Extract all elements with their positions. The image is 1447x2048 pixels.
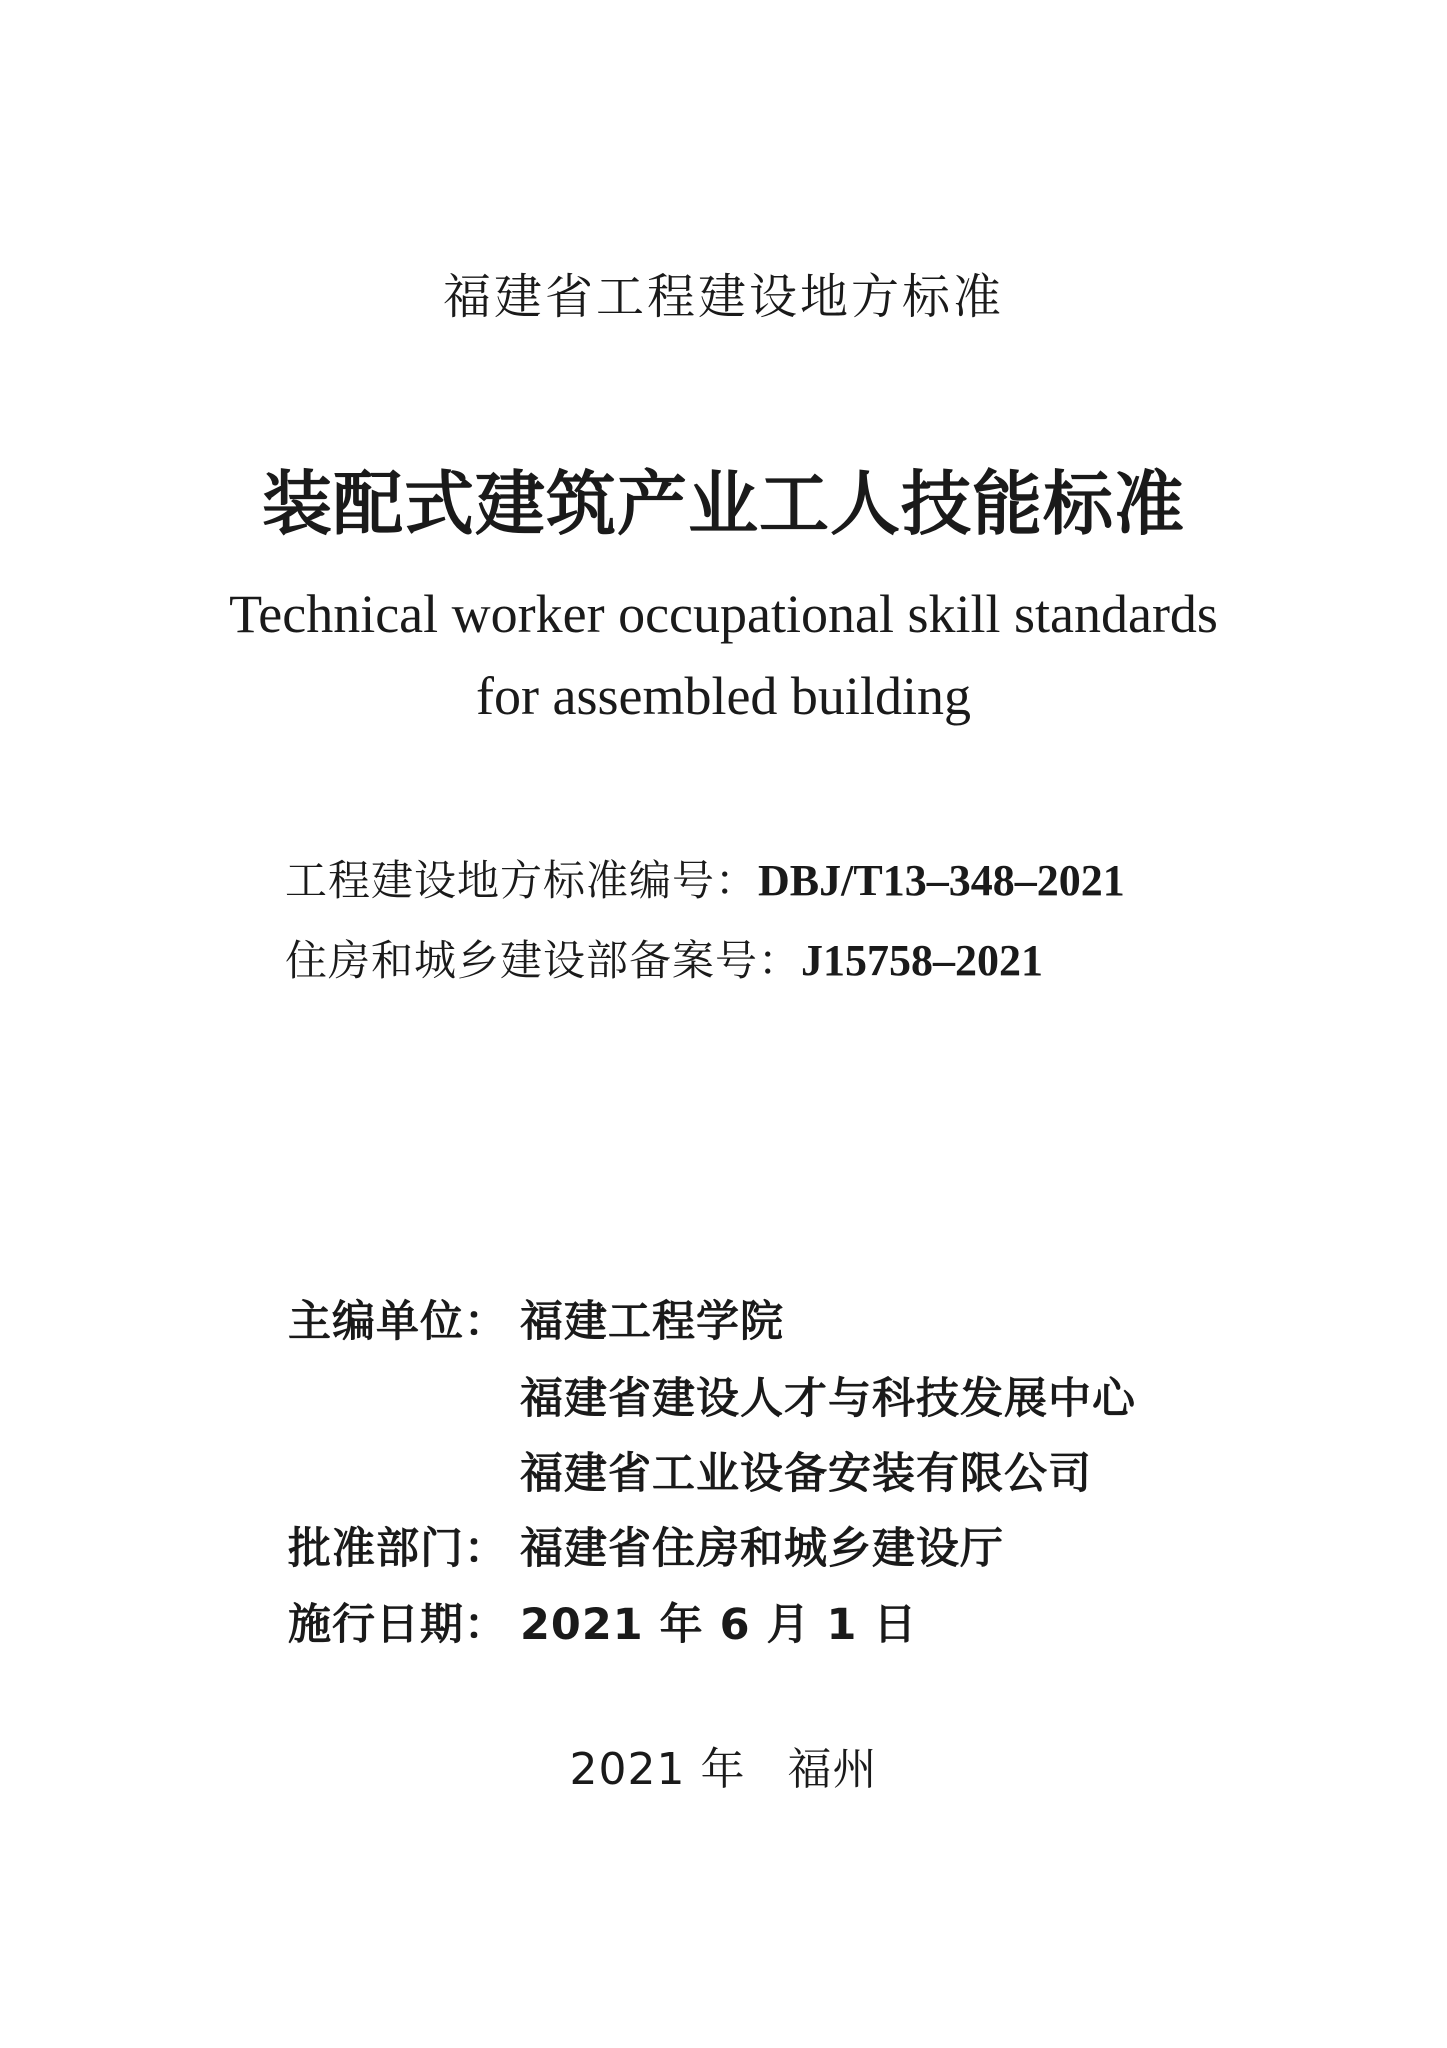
publication-footer [0,1733,1447,1797]
standard-series: 福建省工程建设地方标准 [442,269,1004,325]
publication-city: 福州 [787,1744,878,1795]
standard-number-line [285,848,1125,908]
editor-label: 主编单位： [288,1297,508,1347]
effective-date-value: 2021 年 6 月 1 日 [520,1600,918,1650]
approval-department: 福建省住房和城乡建设厅 [520,1524,1004,1574]
editor-organization: 福建省建设人才与科技发展中心 [520,1374,1136,1424]
publication-year: 2021 年 [569,1744,746,1795]
effective-date-label: 施行日期： [288,1600,508,1650]
approval-label: 批准部门： [288,1524,508,1574]
page-title: 装配式建筑产业工人技能标准 [262,463,1185,545]
standard-number-label: 工程建设地方标准编号： [285,856,759,905]
editor-organization: 福建省工业设备安装有限公司 [520,1449,1092,1499]
english-title-line-2: for assembled building [476,666,971,726]
record-number-line [285,928,1043,988]
record-number-label: 住房和城乡建设部备案号： [285,936,802,985]
english-title-line-1: Technical worker occupational skill standards [229,584,1218,644]
editor-organization: 福建工程学院 [520,1297,784,1347]
standard-number-value: DBJ/T13–348–2021 [758,856,1125,905]
record-number-value: J15758–2021 [801,936,1044,985]
